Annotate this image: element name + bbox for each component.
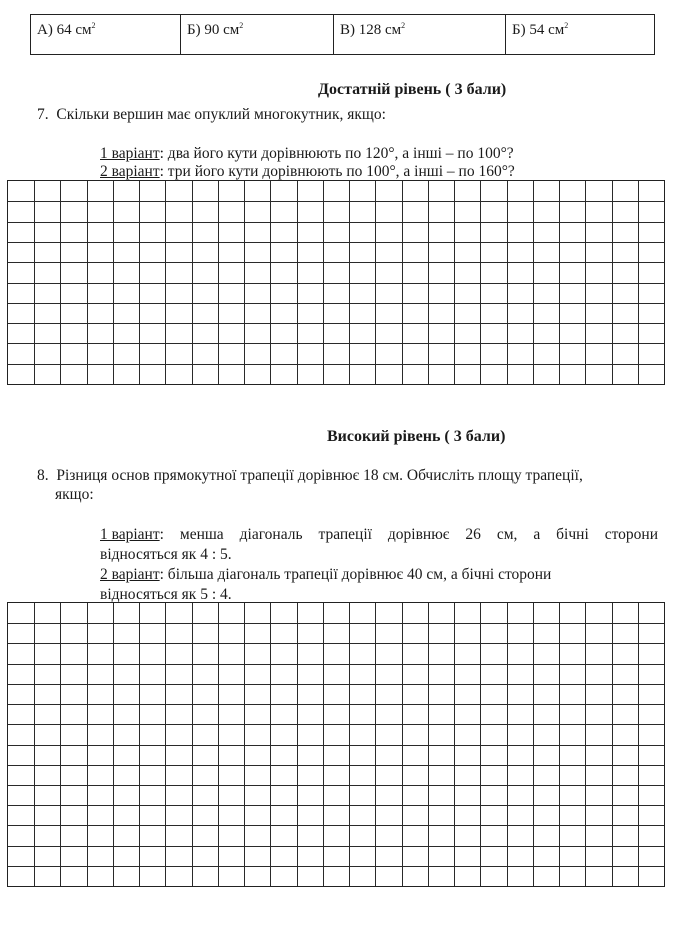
answer-option-b [181, 15, 334, 54]
answer-option-a-sup: 2 [91, 21, 96, 30]
answer-grid-task-7[interactable] [7, 180, 665, 385]
grid-lines [8, 181, 664, 384]
task-7-number: 7. [37, 106, 49, 123]
answer-option-d [506, 15, 654, 54]
task-7-variant-2-text: : три його кути дорівнюють по 100°, а інші – по 160°? [159, 163, 515, 180]
task-8-variant-2-line-2: відносяться як 5 : 4. [100, 586, 232, 603]
answer-grid-task-8[interactable] [7, 602, 665, 887]
section-heading-sufficient: Достатній рівень ( 3 бали) [318, 81, 507, 98]
answer-options-table [30, 14, 655, 55]
task-8-text-line-1: Різниця основ прямокутної трапеції дорівнює 18 см. Обчисліть площу трапеції, [56, 467, 583, 484]
grid-lines [8, 603, 664, 886]
task-7-text: Скільки вершин має опуклий многокутник, якщо: [56, 106, 386, 123]
task-7-variant-2-label: 2 варіант [100, 163, 160, 180]
answer-option-c [334, 15, 506, 54]
answer-option-b-text: Б) 90 см [187, 22, 240, 38]
task-8-variant-2 [100, 565, 551, 605]
task-8-variant-1-row-1 [100, 525, 658, 545]
task-8-variant-1 [100, 525, 658, 565]
task-7-variant-1 [100, 144, 514, 164]
answer-option-d-text: Б) 54 см [512, 22, 565, 38]
answer-option-c-sup: 2 [401, 21, 406, 30]
task-8-prompt [37, 466, 583, 486]
task-8-variant-1-line-2: відносяться як 4 : 5. [100, 546, 232, 563]
answer-option-a [31, 15, 181, 54]
answer-option-c-text: В) 128 см [340, 22, 402, 38]
task-7-prompt [37, 105, 386, 125]
task-8-variant-1-label: 1 варіант [100, 526, 160, 543]
task-7-variant-1-label: 1 варіант [100, 145, 160, 162]
task-8-variant-2-row-1 [100, 565, 551, 585]
task-7-variant-2 [100, 162, 515, 182]
answer-option-d-sup: 2 [564, 21, 569, 30]
task-8-variant-1-line-1: : менша діагональ трапеції дорівнює 26 см, а бічні сторони [159, 526, 658, 543]
section-heading-high: Високий рівень ( 3 бали) [327, 428, 506, 445]
answer-option-a-text: А) 64 см [37, 22, 92, 38]
task-8-number: 8. [37, 467, 49, 484]
task-8-variant-2-line-1: : більша діагональ трапеції дорівнює 40 см, а бічні сторони [159, 566, 552, 583]
answer-option-b-sup: 2 [239, 21, 244, 30]
task-7-variant-1-text: : два його кути дорівнюють по 120°, а інші – по 100°? [159, 145, 514, 162]
task-8-prompt-line-2: якщо: [55, 486, 94, 503]
task-8-variant-2-label: 2 варіант [100, 566, 160, 583]
